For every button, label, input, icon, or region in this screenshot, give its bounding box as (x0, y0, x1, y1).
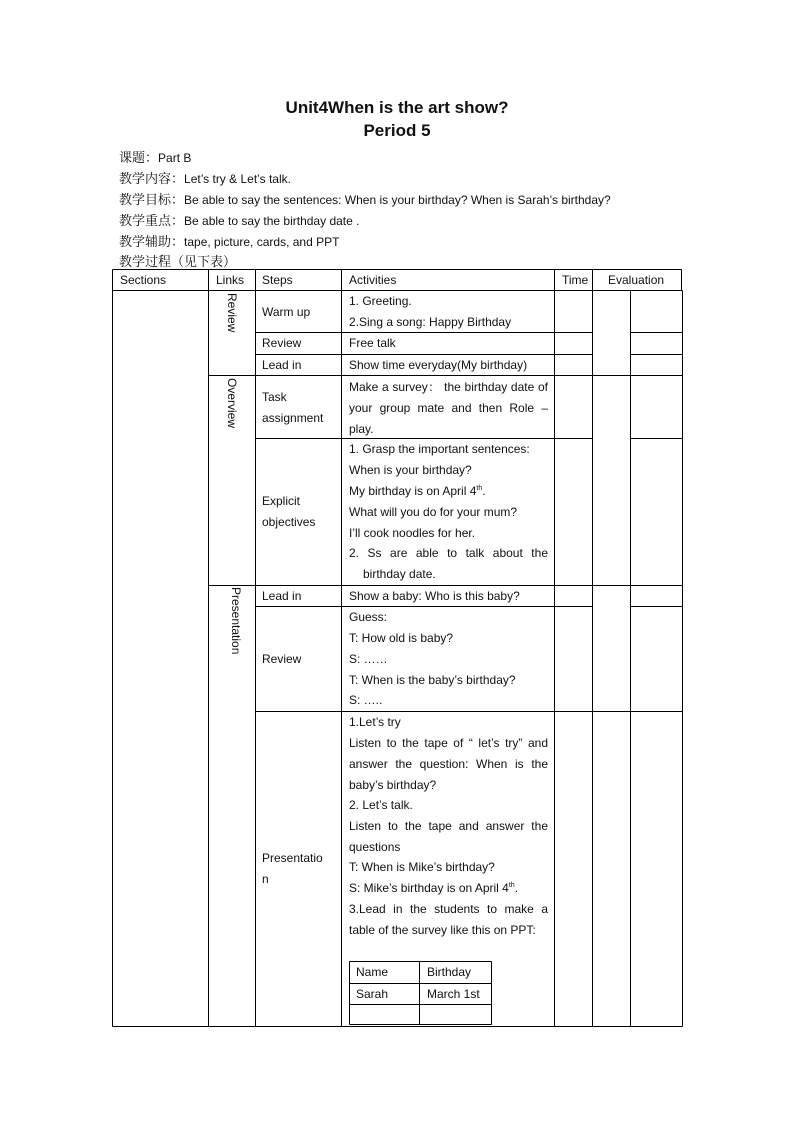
header-activities: Activities (349, 273, 397, 287)
step-explicit-line2: objectives (262, 515, 316, 529)
activity-guess: Guess: (349, 610, 388, 624)
survey-header-name: Name (356, 965, 389, 979)
activity-show-time: Show time everyday(My birthday) (349, 358, 528, 372)
document-subtitle: Period 5 (363, 121, 431, 140)
activity-sing: 2.Sing a song: Happy Birthday (349, 315, 512, 329)
activity-s-2: S: ….. (349, 693, 383, 707)
activity-t-mike: T: When is Mike’s birthday? (349, 860, 495, 874)
activity-lead-students: 3.Lead in the students to make a table of the survey like this on PPT: (349, 902, 548, 937)
header-sections: Sections (120, 273, 167, 287)
step-task-line2: assignment (262, 411, 324, 425)
document-title: Unit4When is the art show? (285, 98, 509, 117)
activity-q2: What will you do for your mum? (349, 505, 518, 519)
step-task-line1: Task (262, 390, 287, 404)
meta-aids: 教学辅助：tape, picture, cards, and PPT (119, 234, 340, 249)
activity-greeting: 1. Greeting. (349, 294, 412, 308)
activity-s-1: S: …… (349, 652, 388, 666)
step-review: Review (262, 336, 302, 350)
activity-ss-line2: birthday date. (363, 567, 436, 581)
meta-objectives: 教学目标：Be able to say the sentences: When is your birthday? When is Sarah’s birthday? (119, 192, 611, 207)
meta-process: 教学过程（见下表） (119, 254, 237, 269)
activity-s-mike: S: Mike’s birthday is on April 4th. (349, 881, 519, 895)
header-time: Time (562, 273, 589, 287)
step-review-2: Review (262, 652, 302, 666)
step-presentation-line2: n (262, 872, 269, 886)
header-steps: Steps (262, 273, 293, 287)
activity-listen-talk: Listen to the tape and answer the questions (349, 819, 548, 854)
activity-free-talk: Free talk (349, 336, 396, 350)
activity-a2: I’ll cook noodles for her. (349, 526, 476, 540)
link-review-label: Review (225, 293, 239, 333)
survey-header-birthday: Birthday (427, 965, 472, 979)
step-presentation-line1: Presentatio (262, 851, 323, 865)
meta-key-points: 教学重点：Be able to say the birthday date . (119, 213, 360, 228)
activity-show-baby: Show a baby: Who is this baby? (349, 589, 520, 603)
meta-content: 教学内容：Let’s try & Let’s talk. (119, 171, 291, 186)
activity-survey: Make a survey： the birthday date of your group mate and then Role –play. (349, 380, 548, 436)
header-evaluation: Evaluation (608, 273, 665, 287)
activity-ss-line1: 2. Ss are able to talk about the (349, 546, 548, 560)
survey-row1-birthday: March 1st (427, 987, 480, 1001)
activity-lets-try: 1.Let’s try (349, 715, 401, 729)
activity-a1: My birthday is on April 4th. (349, 484, 486, 498)
activity-t-old: T: How old is baby? (349, 631, 454, 645)
activity-grasp: 1. Grasp the important sentences: (349, 442, 530, 456)
step-lead-in: Lead in (262, 358, 302, 372)
link-overview-label: Overview (225, 378, 239, 429)
link-presentation-label: Presentation (229, 587, 243, 655)
activity-q1: When is your birthday? (349, 463, 472, 477)
survey-row1-name: Sarah (356, 987, 389, 1001)
step-lead-in-2: Lead in (262, 589, 302, 603)
activity-listen-try: Listen to the tape of “ let’s try” and answer the question: When is the baby’s birthday? (349, 736, 548, 792)
step-warm-up: Warm up (262, 305, 311, 319)
activity-lets-talk: 2. Let’s talk. (349, 798, 413, 812)
step-explicit-line1: Explicit (262, 494, 301, 508)
meta-topic: 课题：Part B (119, 150, 192, 165)
activity-t-when: T: When is the baby’s birthday? (349, 673, 516, 687)
header-links: Links (216, 273, 245, 287)
